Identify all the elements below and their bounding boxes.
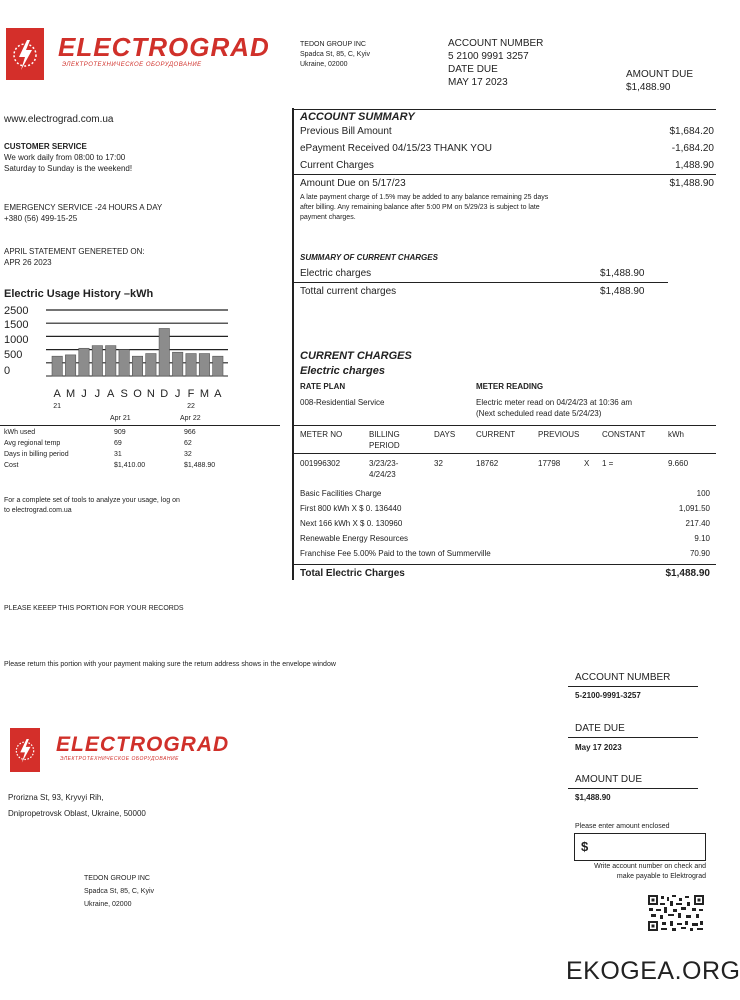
charge-line-label: Basic Facilities Charge (300, 489, 382, 498)
stub-date-value: May 17 2023 (575, 743, 622, 752)
usage-col-2-header: Apr 22 (180, 415, 201, 422)
total-electric-label: Total Electric Charges (300, 568, 405, 579)
company-logo-mark (6, 28, 44, 80)
tools-line-1: For a complete set of tools to analyze your usage, log on (4, 497, 180, 504)
lightning-icon (6, 28, 44, 80)
chart-x-tick-label: O (133, 388, 142, 400)
chart-x-tick-label: J (174, 388, 181, 400)
chart-bar (52, 356, 62, 376)
chart-x-tick-label: J (81, 388, 87, 400)
customer-name: TEDON GROUP INC (300, 41, 366, 48)
amount-enclosed-dollar: $ (581, 839, 589, 854)
meter-table-mid-rule (292, 453, 716, 454)
stub-logo-mark (10, 728, 40, 772)
meter-kwh: 9.660 (668, 459, 689, 468)
stub-rule-1 (568, 686, 698, 687)
due-label: Amount Due on 5/17/23 (300, 178, 406, 189)
stub-customer-address-1: Spadca St, 85, C, Kyiv (84, 888, 155, 895)
rate-plan-label: RATE PLAN (300, 382, 346, 391)
late-payment-note (300, 193, 714, 223)
summary-due-row (300, 177, 714, 190)
header-billing-2: PERIOD (369, 441, 400, 450)
previous-value: $1,684.20 (669, 126, 714, 137)
chart-bar (172, 352, 182, 376)
amount-due: $1,488.90 (626, 82, 671, 93)
stub-lightning-icon (10, 728, 40, 772)
chart-x-tick-label: A (214, 388, 222, 400)
company-return-address (8, 792, 146, 819)
column-divider (292, 108, 294, 580)
emergency-line-1: EMERGENCY SERVICE -24 HOURS A DAY (4, 203, 163, 212)
watermark: EKOGEA.ORG (566, 957, 740, 985)
chart-bar (106, 346, 116, 376)
chart-bar (65, 355, 75, 376)
charge-lines (300, 488, 714, 563)
stub-company-subtitle: ЭЛЕКТРОТЕХНИЧЕСКОЕ ОБОРУДОВАНИЕ (60, 756, 179, 762)
account-number-label: ACCOUNT NUMBER (448, 38, 544, 49)
stub-account-value: 5-2100-9991-3257 (575, 691, 641, 700)
usage-col-1-header: Apr 21 (110, 415, 131, 422)
amount-enclosed-field[interactable] (574, 833, 706, 861)
company-address-1: Prorizna St, 93, Kryvyi Rih, (8, 793, 104, 802)
customer-service-line-1: We work daily from 08:00 to 17:00 (4, 153, 126, 162)
tools-note (4, 496, 279, 516)
summary-total-label: Tottal current charges (300, 286, 397, 297)
header-kwh: kWh (668, 430, 684, 439)
stub-customer-block (84, 874, 154, 910)
chart-x-tick-label: M (65, 388, 76, 400)
late-line-1: A late payment charge of 1.5% may be added to any balance remaining 25 days (300, 194, 549, 201)
customer-service (4, 141, 274, 174)
usage-table (4, 428, 274, 472)
stub-rule-2 (568, 737, 698, 738)
chart-bar (186, 354, 196, 376)
stub-customer-name: TEDON GROUP INC (84, 875, 150, 882)
meter-constant: 1 = (602, 459, 614, 468)
usage-row-label: kWh used (4, 429, 36, 436)
customer-address-1: Spadca St, 85, C, Kyiv (300, 51, 371, 58)
stub-payment-note (540, 862, 706, 882)
chart-bar (92, 346, 102, 376)
charge-line-value: 1,091.50 (678, 504, 710, 513)
meter-table-top-rule (292, 425, 716, 426)
charge-line-value: 100 (696, 489, 710, 498)
previous-label: Previous Bill Amount (300, 126, 392, 137)
total-rule (292, 564, 716, 565)
charge-line-label: Next 166 kWh X $ 0. 130960 (300, 519, 403, 528)
usage-table-row (4, 450, 274, 461)
date-due-label: DATE DUE (448, 64, 498, 75)
stub-company-name: ELECTROGRAD (56, 733, 230, 756)
account-summary-title: ACCOUNT SUMMARY (300, 111, 415, 123)
watermark-text (566, 957, 740, 986)
stub-customer-address-2: Ukraine, 02000 (84, 901, 132, 908)
chart-x-tick-label: F (187, 388, 195, 400)
chart-y-tick-label: 0 (4, 365, 11, 377)
header-account (448, 37, 543, 89)
chart-bar (146, 354, 156, 376)
summary-electric-value: $1,488.90 (600, 268, 645, 279)
header-meter-no: METER NO (300, 430, 343, 439)
late-line-3: payment charges. (300, 214, 356, 221)
meter-reading-line-1: Electric meter read on 04/24/23 at 10:36 am (476, 398, 633, 407)
chart-bar (132, 356, 142, 376)
chart-y-tick-label: 1500 (4, 319, 29, 331)
header-previous: PREVIOUS (538, 430, 580, 439)
summary-payment-row (300, 142, 714, 155)
usage-table-row (4, 461, 274, 472)
meter-x: X (584, 459, 590, 468)
usage-row-value-1: 69 (114, 440, 122, 447)
current-label: Current Charges (300, 160, 374, 171)
header-billing-1: BILLING (369, 430, 400, 439)
header-constant: CONSTANT (602, 430, 646, 439)
chart-x-tick-label: M (199, 388, 210, 400)
chart-y-tick-label: 500 (4, 349, 23, 361)
tools-line-2: to electrograd.com.ua (4, 507, 72, 514)
current-value: 1,488.90 (675, 160, 714, 171)
company-subtitle: ЭЛЕКТРОТЕХНИЧЕСКОЕ ОБОРУДОВАНИЕ (62, 62, 202, 68)
payment-label: ePayment Received 04/15/23 THANK YOU (300, 143, 492, 154)
customer-block (300, 40, 370, 70)
charge-line-label: Renewable Energy Resources (300, 534, 409, 543)
usage-row-value-2: $1,488.90 (184, 462, 216, 469)
chart-title: Electric Usage History –kWh (4, 288, 154, 300)
charge-line (300, 548, 714, 563)
charge-line (300, 488, 714, 503)
summary-current-rule (292, 282, 668, 283)
stub-amount-value: $1,488.90 (575, 793, 611, 802)
meter-previous: 17798 (538, 459, 561, 468)
meter-reading (476, 397, 716, 419)
charge-line-value: 9.10 (694, 534, 710, 543)
billing-period-2: 4/24/23 (369, 470, 396, 479)
chart-bar (213, 356, 223, 376)
rate-plan: 008-Residential Service (300, 398, 385, 407)
website: www.electrograd.com.ua (4, 114, 114, 125)
account-number: 5 2100 9991 3257 (448, 51, 529, 62)
usage-row-value-2: 32 (184, 451, 192, 458)
usage-history-chart (0, 302, 240, 410)
summary-total-value: $1,488.90 (600, 286, 645, 297)
summary-previous-row (300, 125, 714, 138)
usage-row-label: Avg regional temp (4, 440, 61, 447)
summary-current-row (300, 159, 714, 172)
chart-x-tick-label: N (146, 388, 155, 400)
usage-table-divider (0, 425, 280, 426)
chart-x-tick-label: A (107, 388, 115, 400)
header-amount (626, 68, 693, 94)
payment-value: -1,684.20 (671, 143, 714, 154)
company-address-2: Dnipropetrovsk Oblast, Ukraine, 50000 (8, 809, 146, 818)
chart-x-tick-label: A (53, 388, 61, 400)
charge-line-value: 217.40 (685, 519, 710, 528)
billing-period-1: 3/23/23- (369, 459, 399, 468)
stub-account-label: ACCOUNT NUMBER (575, 672, 671, 683)
usage-row-value-2: 62 (184, 440, 192, 447)
chart-bar (79, 348, 89, 376)
statement-line-1: APRIL STATEMENT GENERETED ON: (4, 247, 145, 256)
usage-table-row (4, 428, 274, 439)
customer-address-2: Ukraine, 02000 (300, 61, 348, 68)
emergency-phone: +380 (56) 499-15-25 (4, 214, 78, 223)
meter-current: 18762 (476, 459, 499, 468)
chart-bar (199, 354, 209, 376)
meter-reading-line-2: (Next scheduled read date 5/24/23) (476, 409, 602, 418)
chart-year-label: 21 (53, 403, 62, 410)
usage-row-value-2: 966 (184, 429, 196, 436)
usage-row-label: Days in billing period (4, 451, 69, 458)
meter-days: 32 (434, 459, 443, 468)
usage-row-value-1: 909 (114, 429, 126, 436)
current-charges-title: CURRENT CHARGES (300, 350, 412, 362)
total-electric-value: $1,488.90 (665, 568, 710, 579)
billing-period (369, 458, 398, 480)
usage-table-row (4, 439, 274, 450)
charge-line-value: 70.90 (689, 549, 710, 558)
date-due: MAY 17 2023 (448, 77, 508, 88)
meter-reading-label: METER READING (476, 382, 544, 391)
statement-date (4, 246, 145, 268)
chart-y-tick-label: 2500 (4, 305, 29, 317)
customer-service-title: CUSTOMER SERVICE (4, 142, 87, 151)
charge-line-label: Franchise Fee 5.00% Paid to the town of Summerville (300, 549, 491, 558)
due-value: $1,488.90 (669, 178, 714, 189)
charge-line (300, 533, 714, 548)
company-name: ELECTROGRAD (58, 32, 270, 62)
records-note: PLEASE KEEEP THIS PORTION FOR YOUR RECORDS (4, 605, 184, 612)
customer-service-line-2: Saturday to Sunday is the weekend! (4, 164, 133, 173)
chart-x-tick-label: D (160, 388, 169, 400)
current-charges-subtitle: Electric charges (300, 365, 385, 377)
usage-row-value-1: 31 (114, 451, 122, 458)
header-days: DAYS (434, 430, 456, 439)
summary-rule-2 (292, 174, 716, 175)
chart-y-tick-label: 1000 (4, 334, 29, 346)
charge-line (300, 518, 714, 533)
chart-x-tick-label: J (94, 388, 101, 400)
chart-bar (119, 350, 129, 376)
charge-line-label: First 800 kWh X $ 0. 136440 (300, 504, 402, 513)
late-line-2: after billing. Any remaining balance after 5:00 PM on 5/29/23 is subject to late (300, 204, 540, 211)
amount-due-label: AMOUNT DUE (626, 69, 694, 80)
stub-note-line-2: make payable to Elektrograd (616, 873, 706, 880)
stub-enter-label: Please enter amount enclosed (575, 823, 670, 830)
stub-note-line-1: Write account number on check and (594, 863, 706, 870)
stub-date-label: DATE DUE (575, 723, 625, 734)
stub-rule-3 (568, 788, 698, 789)
charge-line (300, 503, 714, 518)
summary-electric-label: Electric charges (300, 268, 372, 279)
statement-line-2: APR 26 2023 (4, 258, 52, 267)
meter-no: 001996302 (300, 459, 341, 468)
qr-code-icon (648, 895, 704, 931)
chart-bar (159, 328, 169, 376)
usage-row-label: Cost (4, 462, 19, 469)
header-current: CURRENT (476, 430, 516, 439)
chart-x-tick-label: S (120, 388, 128, 400)
emergency-service (4, 202, 162, 224)
summary-current-title: SUMMARY OF CURRENT CHARGES (300, 253, 438, 262)
return-note: Please return this portion with your payment making sure the return address shows in the envelope window (4, 661, 336, 668)
header-billing (369, 429, 400, 451)
usage-row-value-1: $1,410.00 (114, 462, 146, 469)
chart-year-label: 22 (187, 403, 195, 410)
total-electric-row (300, 567, 710, 580)
stub-amount-label: AMOUNT DUE (575, 774, 643, 785)
